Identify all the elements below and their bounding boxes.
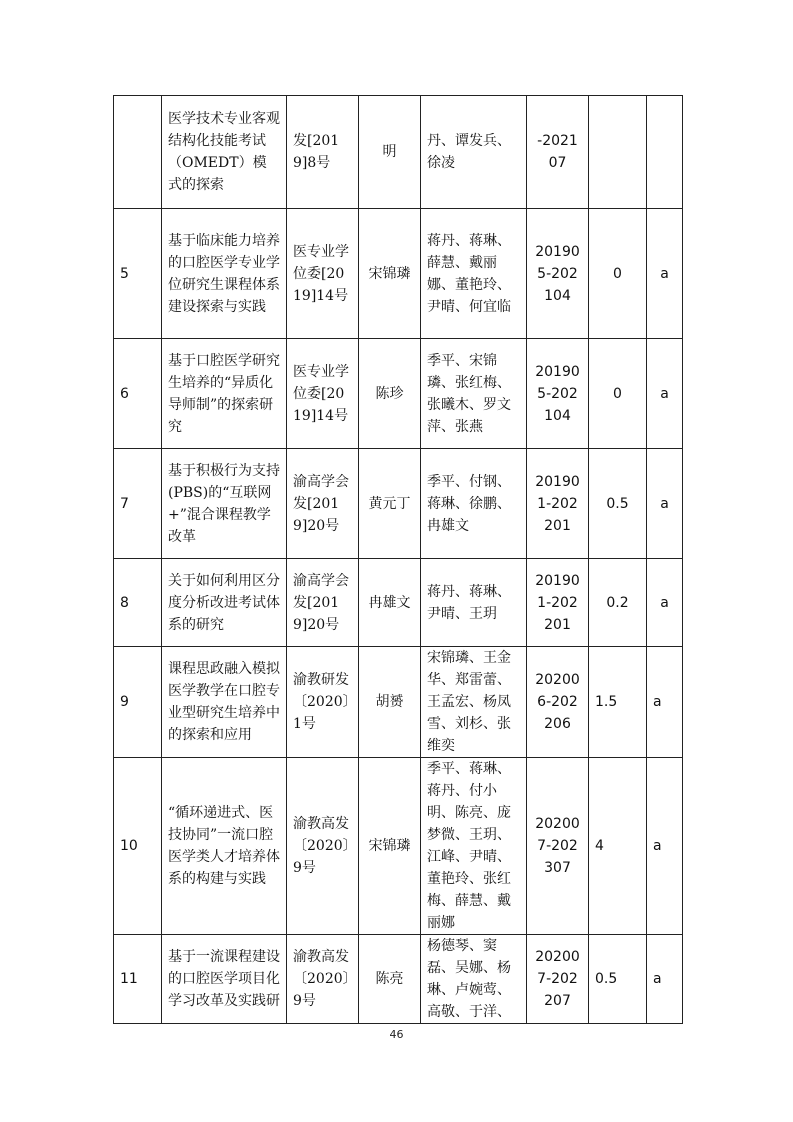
row-number: 5 xyxy=(114,209,162,339)
project-level: a xyxy=(647,758,683,935)
row-number: 8 xyxy=(114,559,162,647)
project-leader: 陈亮 xyxy=(359,935,421,1024)
row-number: 11 xyxy=(114,935,162,1024)
project-funding: 0.2 xyxy=(589,559,647,647)
table-row xyxy=(114,559,683,647)
project-table xyxy=(113,95,683,1024)
project-name: 基于临床能力培养的口腔医学专业学位研究生课程体系建设探索与实践 xyxy=(162,209,287,339)
approval-document: 渝教高发〔2020〕9号 xyxy=(287,935,359,1024)
approval-document: 渝高学会发[2019]20号 xyxy=(287,559,359,647)
project-funding: 0 xyxy=(589,209,647,339)
project-leader: 宋锦璘 xyxy=(359,209,421,339)
approval-document: 渝高学会发[2019]20号 xyxy=(287,449,359,559)
table-row xyxy=(114,96,683,209)
project-period: 201901-202201 xyxy=(527,559,589,647)
project-members: 蒋丹、蒋琳、薛慧、戴丽娜、董艳玲、尹晴、何宜临 xyxy=(421,209,527,339)
project-name: “循环递进式、医技协同”一流口腔医学类人才培养体系的构建与实践 xyxy=(162,758,287,935)
project-period: 201905-202104 xyxy=(527,339,589,449)
approval-document: 渝教研发〔2020〕1号 xyxy=(287,647,359,758)
project-leader: 宋锦璘 xyxy=(359,758,421,935)
project-period: -202107 xyxy=(527,96,589,209)
project-name: 关于如何利用区分度分析改进考试体系的研究 xyxy=(162,559,287,647)
project-members: 季平、蒋琳、蒋丹、付小明、陈亮、庞梦微、王玥、江峰、尹晴、董艳玲、张红梅、薛慧、戴丽娜 xyxy=(421,758,527,935)
project-funding xyxy=(589,96,647,209)
project-level xyxy=(647,96,683,209)
project-period: 202006-202206 xyxy=(527,647,589,758)
project-name: 基于积极行为支持(PBS)的“互联网+”混合课程教学改革 xyxy=(162,449,287,559)
project-members: 杨德琴、窦磊、吴娜、杨琳、卢婉莺、高敬、于洋、 xyxy=(421,935,527,1024)
approval-document: 发[2019]8号 xyxy=(287,96,359,209)
project-name: 医学技术专业客观结构化技能考试（OMEDT）模式的探索 xyxy=(162,96,287,209)
table-row xyxy=(114,449,683,559)
project-period: 201905-202104 xyxy=(527,209,589,339)
table-row xyxy=(114,758,683,935)
project-level: a xyxy=(647,209,683,339)
project-funding: 0.5 xyxy=(589,449,647,559)
row-number: 6 xyxy=(114,339,162,449)
approval-document: 医专业学位委[2019]14号 xyxy=(287,209,359,339)
row-number: 10 xyxy=(114,758,162,935)
project-members: 季平、宋锦璘、张红梅、张曦木、罗文萍、张燕 xyxy=(421,339,527,449)
approval-document: 渝教高发〔2020〕9号 xyxy=(287,758,359,935)
project-members: 季平、付钢、蒋琳、徐鹏、冉雄文 xyxy=(421,449,527,559)
project-name: 基于口腔医学研究生培养的“异质化导师制”的探索研究 xyxy=(162,339,287,449)
row-number: 7 xyxy=(114,449,162,559)
row-number: 9 xyxy=(114,647,162,758)
project-level: a xyxy=(647,339,683,449)
project-level: a xyxy=(647,647,683,758)
project-leader: 明 xyxy=(359,96,421,209)
project-funding: 0.5 xyxy=(589,935,647,1024)
project-leader: 黄元丁 xyxy=(359,449,421,559)
project-name: 基于一流课程建设的口腔医学项目化学习改革及实践研 xyxy=(162,935,287,1024)
row-number xyxy=(114,96,162,209)
project-members: 蒋丹、蒋琳、尹晴、王玥 xyxy=(421,559,527,647)
table-row xyxy=(114,209,683,339)
table-row xyxy=(114,647,683,758)
project-period: 202007-202207 xyxy=(527,935,589,1024)
project-leader: 陈珍 xyxy=(359,339,421,449)
project-level: a xyxy=(647,449,683,559)
page-number: 46 xyxy=(389,1028,404,1041)
project-funding: 4 xyxy=(589,758,647,935)
project-level: a xyxy=(647,559,683,647)
project-leader: 冉雄文 xyxy=(359,559,421,647)
project-name: 课程思政融入模拟医学教学在口腔专业型研究生培养中的探索和应用 xyxy=(162,647,287,758)
project-members: 宋锦璘、王金华、郑雷蕾、王孟宏、杨凤雪、刘杉、张维奕 xyxy=(421,647,527,758)
project-leader: 胡赟 xyxy=(359,647,421,758)
project-funding: 0 xyxy=(589,339,647,449)
project-period: 202007-202307 xyxy=(527,758,589,935)
table-row xyxy=(114,935,683,1024)
table-row xyxy=(114,339,683,449)
project-level: a xyxy=(647,935,683,1024)
project-members: 丹、谭发兵、徐凌 xyxy=(421,96,527,209)
project-period: 201901-202201 xyxy=(527,449,589,559)
project-funding: 1.5 xyxy=(589,647,647,758)
approval-document: 医专业学位委[2019]14号 xyxy=(287,339,359,449)
